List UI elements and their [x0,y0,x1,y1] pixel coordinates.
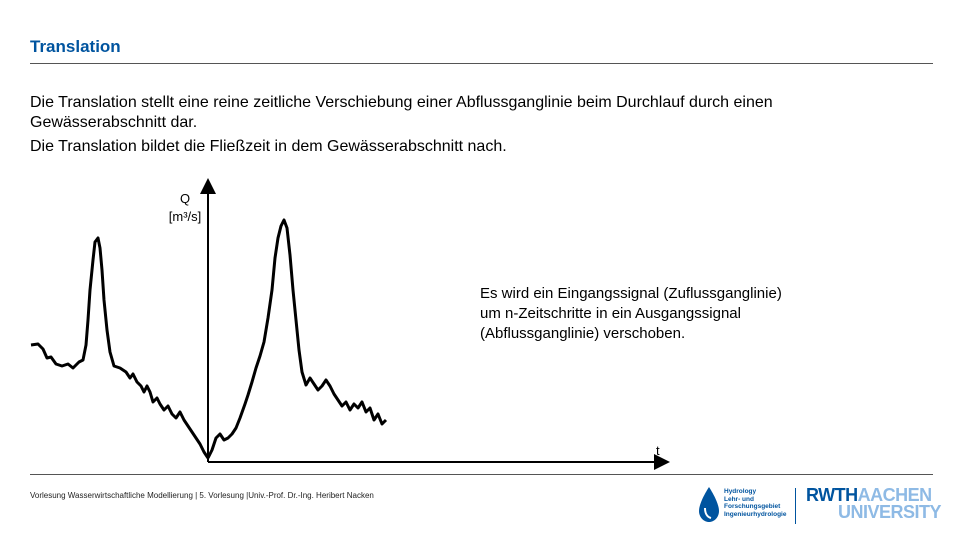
logo-hydrology-line-2: Lehr- und [724,495,754,503]
rwth-logo-aachen: AACHEN [857,485,932,505]
logo-hydrology-line-4: Ingenieurhydrologie [724,510,787,518]
diagram-note [480,284,880,344]
x-axis-label: t [656,443,660,458]
rwth-logo [806,487,941,521]
y-axis-label [150,190,220,226]
water-drop-icon [697,486,721,524]
logo-divider [795,488,796,524]
paragraph-1: Die Translation stellt eine reine zeitliche Verschiebung einer Abflussganglinie beim Durchlauf durch einen Gewässerabschnitt dar. [30,94,773,131]
footer-text: Vorlesung Wasserwirtschaftliche Modellierung | 5. Vorlesung |Univ.-Prof. Dr.-Ing. Heribert Nacken [30,491,374,500]
note-line-3: (Abflussganglinie) verschoben. [480,325,686,342]
logo-hydrology-line-1: Hydrology [724,488,757,495]
y-axis-symbol: Q [179,191,191,206]
outflow-hydrograph-line [208,220,386,458]
rwth-logo-rwth: RWTH [806,485,858,505]
logo-hydrology-line-3: Forschungsgebiet [724,503,781,510]
logo-hydrology-text [724,488,786,518]
note-line-2: um n-Zeitschritte in ein Ausgangssignal [480,305,741,322]
note-line-1: Es wird ein Eingangssignal (Zuflussganglinie) [480,285,782,302]
rwth-logo-university: UNIVERSITY [838,502,942,522]
footer-divider [30,474,933,475]
paragraph-2: Die Translation bildet die Fließzeit in dem Gewässerabschnitt nach. [30,138,507,155]
inflow-hydrograph-line [31,238,208,458]
slide-title: Translation [30,37,121,56]
y-axis-unit: [m³/s] [168,209,202,224]
